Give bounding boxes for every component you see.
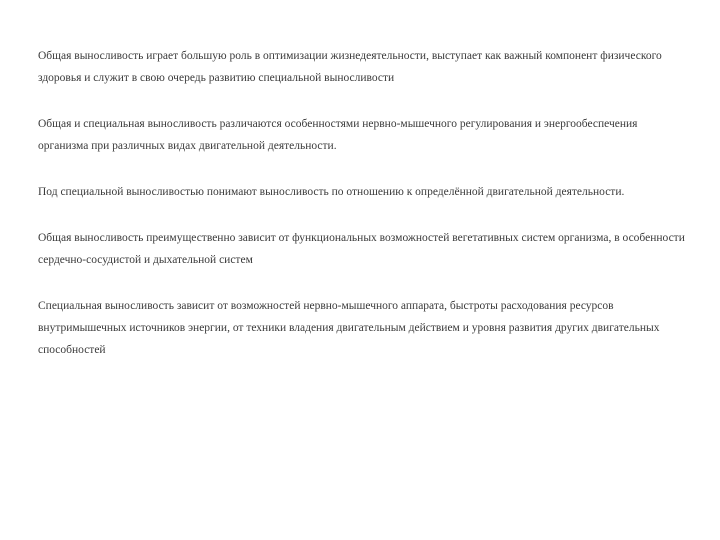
paragraph-endurance-differences: Общая и специальная выносливость различаются особенностями нервно-мышечного регулирования и энергообеспечения организма при различных видах двигательной деятельности. — [38, 118, 638, 152]
text-body — [38, 45, 688, 385]
paragraph-general-endurance-dependence: Общая выносливость преимущественно зависит от функциональных возможностей вегетативных систем организма, в особенности сердечно-сосудистой и дыхательной систем — [38, 232, 685, 266]
paragraph-special-endurance-dependence: Специальная выносливость зависит от возможностей нервно-мышечного аппарата, быстроты расходования ресурсов внутримышечных источников энергии, от техники владения двигательным действием и уровня развития других двигательных способностей — [38, 300, 660, 356]
paragraph-general-endurance-role: Общая выносливость играет большую роль в оптимизации жизнедеятельности, выступает как важный компонент физического здоровья и служит в свою очередь развитию специальной выносливости — [38, 50, 662, 84]
paragraph-special-endurance-definition: Под специальной выносливостью понимают выносливость по отношению к определённой двигательной деятельности. — [38, 186, 625, 198]
